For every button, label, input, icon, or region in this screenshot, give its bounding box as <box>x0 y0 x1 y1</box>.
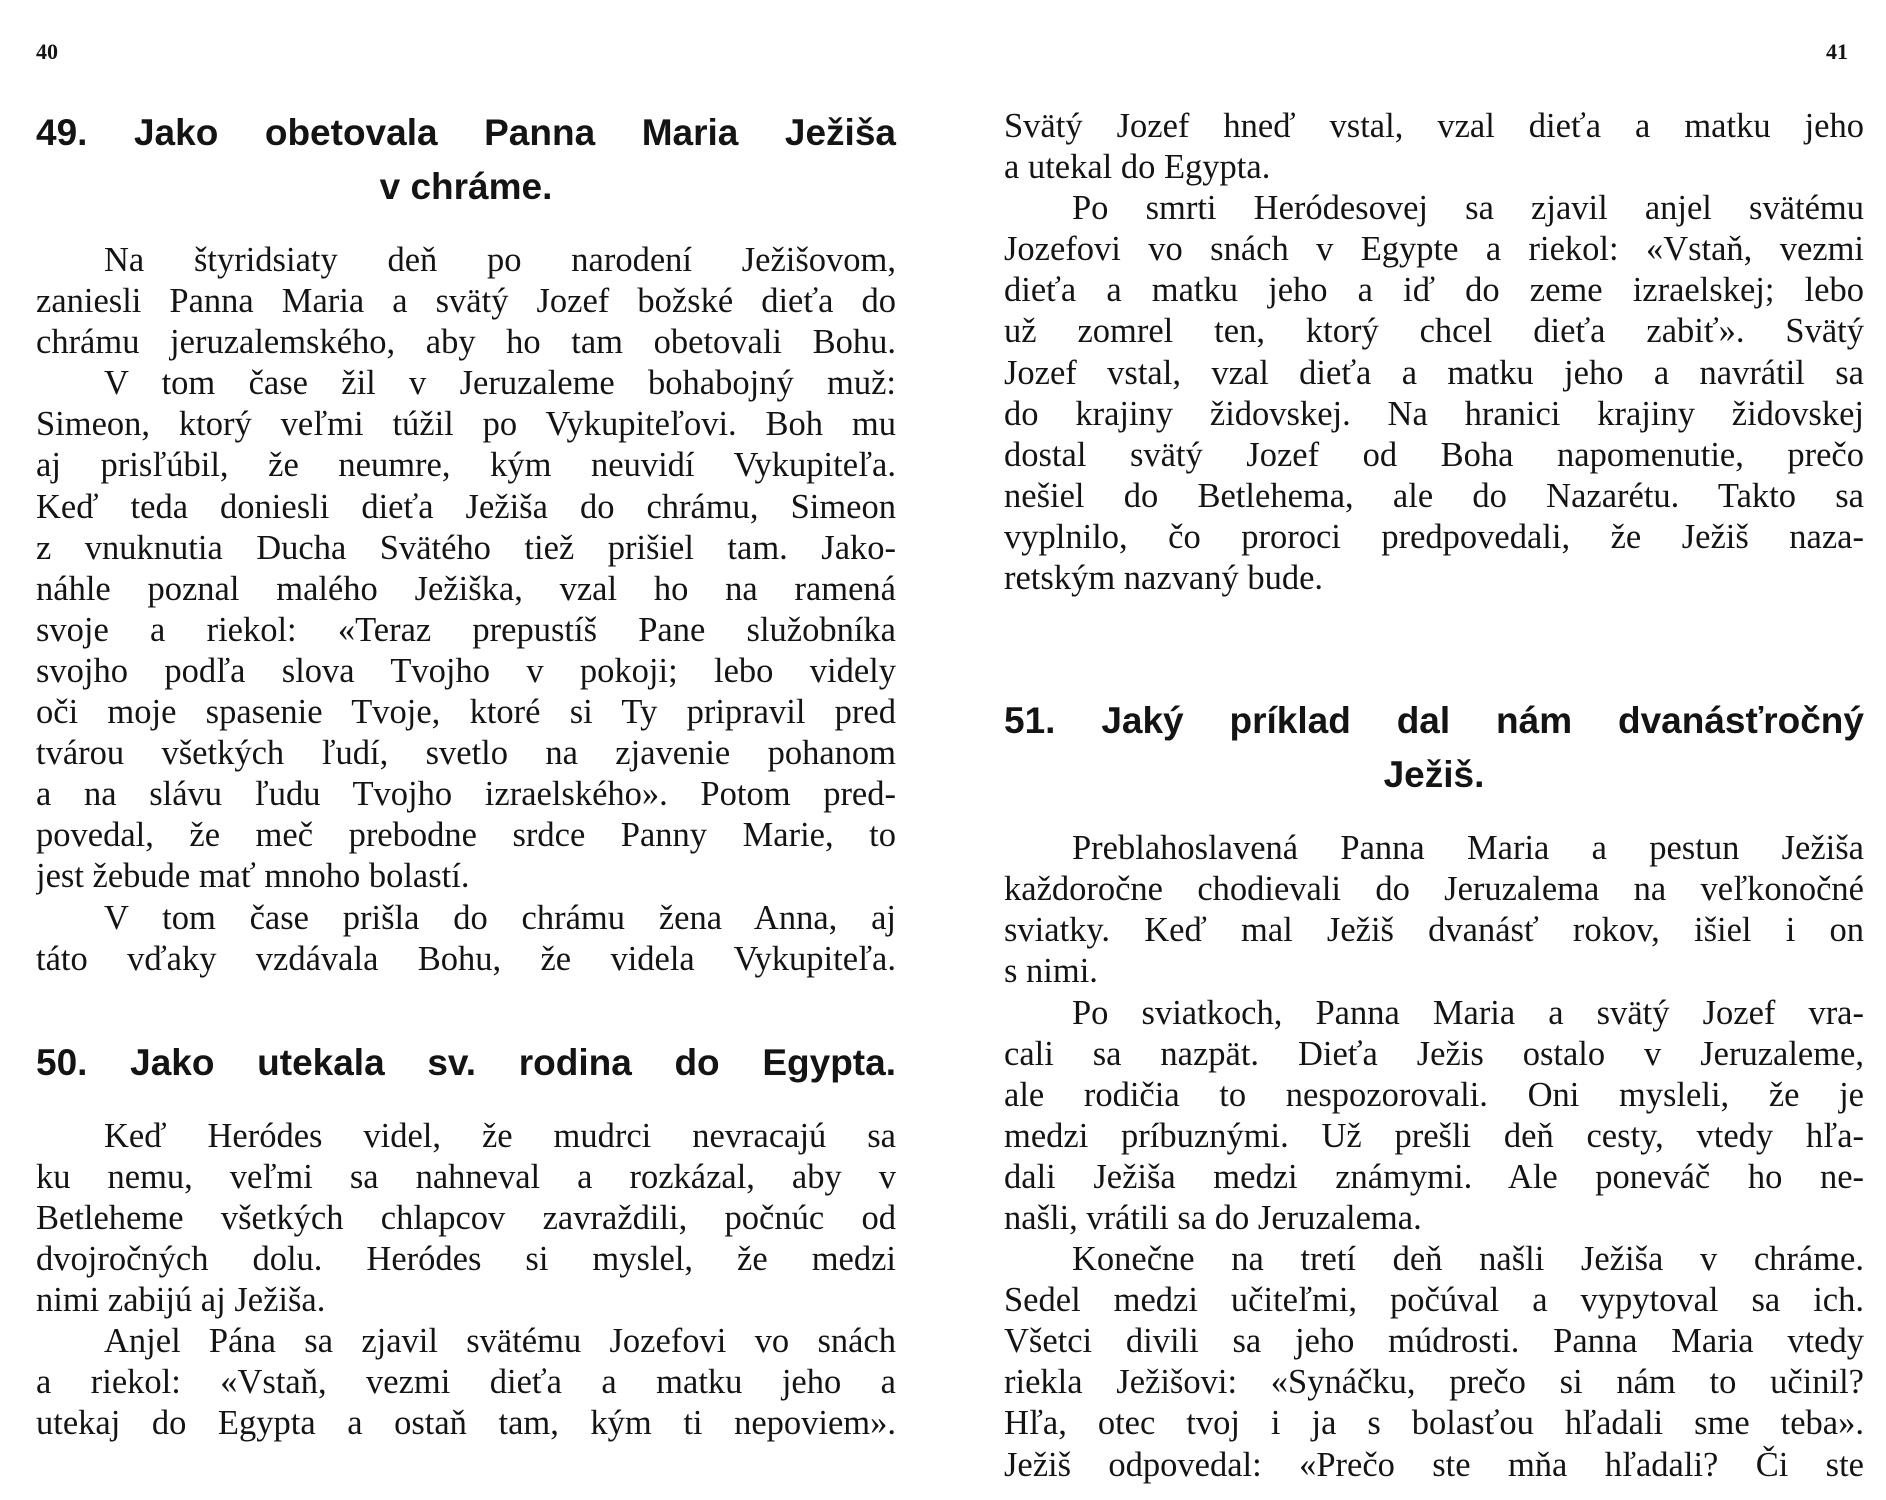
text-line: ku nemu, veľmi sa nahneval a rozkázal, aby v <box>36 1157 896 1196</box>
paragraph-50-1 <box>36 1116 896 1321</box>
paragraph-51-2 <box>1004 993 1864 1240</box>
text-line: náhle poznal malého Ježiška, vzal ho na ramená <box>36 569 896 608</box>
text-line: dieťa a matku jeho a iď do zeme izraelskej; lebo <box>1004 271 1864 310</box>
text-line: cali sa nazpät. Dieťa Ježis ostalo v Jeruzaleme, <box>1004 1034 1864 1073</box>
text-line: Všetci divili sa jeho múdrosti. Panna Maria vtedy <box>1004 1322 1864 1361</box>
text-line: vyplnilo, čo proroci predpovedali, že Ježiš naza- <box>1004 517 1864 556</box>
text-line: nešiel do Betlehema, ale do Nazarétu. Takto sa <box>1004 476 1864 515</box>
text-line: Ježiš odpovedal: «Prečo ste mňa hľadali? Či ste <box>1004 1445 1864 1484</box>
page-number-right: 41 <box>1826 39 1848 64</box>
text-line: už zomrel ten, ktorý chcel dieťa zabiť». Svätý <box>1004 312 1864 351</box>
text-line: utekaj do Egypta a ostaň tam, kým ti nepoviem». <box>36 1404 896 1443</box>
paragraph-50-2 <box>36 1321 896 1444</box>
text-line: povedal, že meč prebodne srdce Panny Marie, to <box>36 816 896 855</box>
text-line: Svätý Jozef hneď vstal, vzal dieťa a matku jeho <box>1004 107 1864 145</box>
text-line: chrámu jeruzalemského, aby ho tam obetovali Bohu. <box>36 323 896 362</box>
text-line: svojho podľa slova Tvojho v pokoji; lebo videly <box>36 651 896 690</box>
text-line: Sedel medzi učiteľmi, počúval a vypytoval sa ich. <box>1004 1281 1864 1320</box>
text-line: riekla Ježišovi: «Synáčku, prečo si nám to učinil? <box>1004 1363 1864 1402</box>
text-line: a riekol: «Vstaň, vezmi dieťa a matku jeho a <box>36 1363 896 1402</box>
text-line: nimi zabijú aj Ježiša. <box>36 1281 326 1320</box>
text-line: medzi príbuznými. Už prešli deň cesty, vtedy hľa- <box>1004 1116 1864 1155</box>
heading-50: 50. Jako utekala sv. rodina do Egypta. <box>36 1041 896 1083</box>
text-line: a na slávu ľudu Tvojho izraelského». Potom pred- <box>36 775 896 814</box>
paragraph-51-3 <box>1004 1239 1864 1486</box>
heading-49-line-1: 49. Jako obetovala Panna Maria Ježiša <box>36 112 896 153</box>
text-line: V tom čase žil v Jeruzaleme bohabojný muž: <box>104 364 896 403</box>
text-line: aj prisľúbil, že neumre, kým neuvidí Vykupiteľa. <box>36 446 896 485</box>
text-line: dostal svätý Jozef od Boha napomenutie, prečo <box>1004 435 1864 474</box>
text-line: Betleheme všetkých chlapcov zavraždili, počnúc od <box>36 1198 896 1237</box>
text-line: svoje a riekol: «Teraz prepustíš Pane služobníka <box>36 610 896 649</box>
text-line: jest žebude mať mnoho bolastí. <box>36 857 470 896</box>
text-line: do krajiny židovskej. Na hranici krajiny židovskej <box>1004 394 1864 433</box>
text-line: Simeon, ktorý veľmi túžil po Vykupiteľovi. Boh mu <box>36 405 896 444</box>
text-line: Konečne na tretí deň našli Ježiša v chráme. <box>1072 1240 1864 1279</box>
text-line: zaniesli Panna Maria a svätý Jozef božské dieťa do <box>36 282 896 321</box>
paragraph-49-3 <box>36 898 896 980</box>
paragraph-49-1 <box>36 240 896 363</box>
text-line: s nimi. <box>1004 952 1098 991</box>
paragraph-51-1 <box>1004 828 1864 992</box>
text-line: dvojročných dolu. Heródes si myslel, že medzi <box>36 1239 896 1278</box>
text-line: sviatky. Keď mal Ježiš dvanásť rokov, išiel i on <box>1004 911 1864 950</box>
text-line: z vnuknutia Ducha Svätého tiež prišiel tam. Jako- <box>36 528 896 567</box>
paragraph-50-4 <box>1004 188 1864 599</box>
text-line: Na štyridsiaty deň po narodení Ježišovom, <box>104 241 896 279</box>
text-line: táto vďaky vzdávala Bohu, že videla Vykupiteľa. <box>36 939 896 978</box>
text-line: každoročne chodievali do Jeruzalema na veľkonočné <box>1004 870 1864 909</box>
heading-51-line-2: Ježiš. <box>1383 754 1485 796</box>
text-line: Jozefovi vo snách v Egypte a riekol: «Vstaň, vezmi <box>1004 230 1864 269</box>
text-line: Keď teda doniesli dieťa Ježiša do chrámu, Simeon <box>36 487 896 526</box>
text-line: dali Ježiša medzi známymi. Ale poneváč ho ne- <box>1004 1157 1864 1196</box>
text-line: Po smrti Heródesovej sa zjavil anjel svätému <box>1072 189 1864 228</box>
text-line: Keď Heródes videl, že mudrci nevracajú sa <box>104 1116 896 1155</box>
right-page-column <box>1004 106 1864 1486</box>
text-line: Hľa, otec tvoj i ja s bolasťou hľadali sme teba». <box>1004 1404 1864 1443</box>
text-line: Preblahoslavená Panna Maria a pestun Ježiša <box>1072 829 1864 868</box>
text-line: Jozef vstal, vzal dieťa a matku jeho a navrátil sa <box>1004 353 1864 392</box>
text-line: oči moje spasenie Tvoje, ktoré si Ty pripravil pred <box>36 693 896 732</box>
text-line: Po sviatkoch, Panna Maria a svätý Jozef vra- <box>1072 993 1864 1032</box>
text-line: Anjel Pána sa zjavil svätému Jozefovi vo snách <box>104 1322 896 1361</box>
paragraph-50-3 <box>1004 106 1864 188</box>
text-line: tvárou všetkých ľudí, svetlo na zjavenie pohanom <box>36 734 896 773</box>
text-line: V tom čase prišla do chrámu žena Anna, aj <box>104 898 896 937</box>
text-line: ale rodičia to nespozorovali. Oni mysleli, že je <box>1004 1075 1864 1114</box>
page-number-left: 40 <box>36 39 58 64</box>
text-line: retským nazvaný bude. <box>1004 559 1324 598</box>
heading-49-line-2: v chráme. <box>379 166 553 207</box>
text-line: a utekal do Egypta. <box>1004 148 1271 187</box>
text-line: našli, vrátili sa do Jeruzalema. <box>1004 1198 1422 1237</box>
paragraph-49-2 <box>36 363 896 897</box>
heading-51-line-1: 51. Jaký príklad dal nám dvanásťročný <box>1004 700 1864 742</box>
left-page-column <box>36 106 896 1444</box>
